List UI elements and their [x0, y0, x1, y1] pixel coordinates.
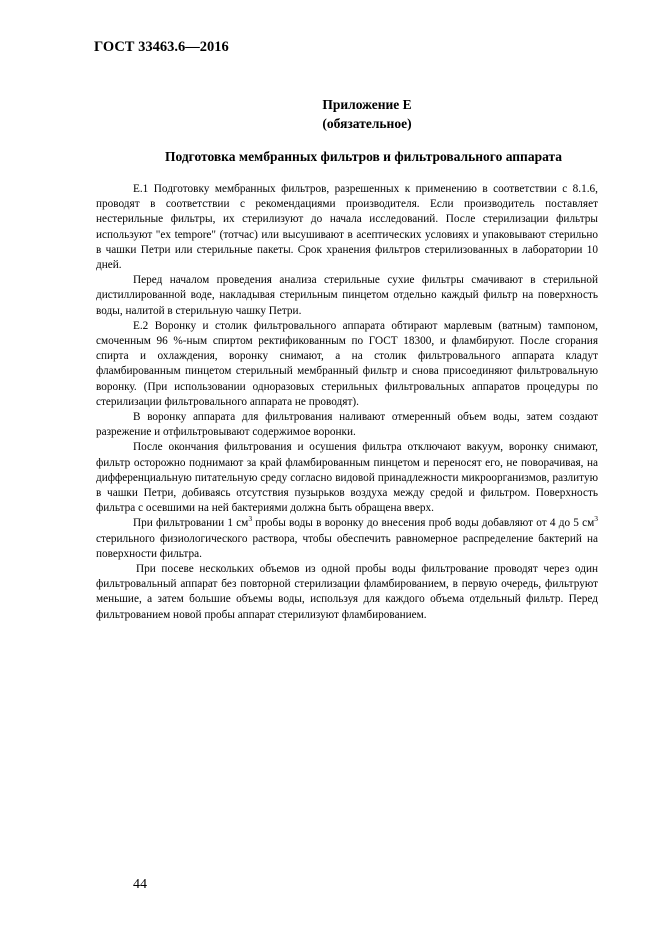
appendix-title: Приложение Е: [322, 97, 412, 112]
paragraph-wetting: Перед началом проведения анализа стерильные сухие фильтры смачивают в стерильной дистиллированной воде, накладывая стерильным пинцетом отдельно каждый фильтр на поверхность воды, налитой в стерильную чашку Петри.: [96, 274, 598, 317]
appendix-status: (обязательное): [322, 116, 412, 131]
paragraph-transfer: После окончания фильтрования и осушения фильтра отключают вакуум, воронку снимают, фильтр осторожно поднимают за край фламбированным пинцетом и переносят его, не поворачивая, на дифференциальную питательную среду согласно видовой принадлежности микроорганизмов, разлитую в чашки Петри, добиваясь отсутствия пузырьков воздуха между средой и фильтром. Поверхность фильтра с осевшими на ней бактериями должна быть обращена вверх.: [96, 441, 598, 515]
superscript-1: 3: [248, 514, 253, 524]
volume-text-2: пробы воды в воронку до внесения проб воды добавляют от 4 до 5 см: [252, 517, 595, 530]
paragraph-volume: [96, 516, 598, 562]
paragraph-multiple-volumes: При посеве нескольких объемов из одной пробы воды фильтрование проводят через один фильтровальный аппарат без повторной стерилизации фламбированием, в первую очередь, фильтруют меньшие, а затем большие объемы воды, используя для каждого объема отдельный фильтр. Перед фильтрованием новой пробы аппарат стерилизуют фламбированием.: [96, 563, 598, 621]
paragraph-e1: Е.1 Подготовку мембранных фильтров, разрешенных к применению в соответствии с 8.1.6, проводят в соответствии с рекомендациями производителя. Если производитель поставляет нестерильные фильтры, их стерилизуют до начала исследований. После стерилизации фильтры используют "ex tempore" (тотчас) или высушивают в асептических условиях и упаковывают стерильно в чашки Петри или стерильные пакеты. Срок хранения фильтров стерилизованных в лаборатории 10 дней.: [96, 183, 598, 272]
paragraph-filling: В воронку аппарата для фильтрования наливают отмеренный объем воды, затем создают разрежение и отфильтровывают содержимое воронки.: [96, 411, 598, 439]
superscript-2: 3: [594, 514, 598, 524]
volume-text-3: стерильного физиологического раствора, чтобы обеспечить равномерное распределение бактерий на поверхности фильтра.: [96, 532, 598, 560]
paragraph-e2: Е.2 Воронку и столик фильтровального аппарата обтирают марлевым (ватным) тампоном, смоченным 96 %-ным спиртом ректификованным по ГОСТ 18300, и фламбируют. После сгорания спирта и охлаждения, воронку снимают, а на столик фильтровального аппарата кладут фламбированным пинцетом стерильный мембранный фильтр и снова присоединяют фильтровальную воронку. (При использовании одноразовых стерильных фильтровальных аппаратов процедуры по стерилизации фильтровального аппарата не проводят).: [96, 319, 598, 408]
standard-header: ГОСТ 33463.6—2016: [94, 39, 229, 55]
body-text: [96, 182, 598, 623]
page-number: 44: [133, 877, 147, 892]
volume-text-1: При фильтровании 1 см: [133, 517, 249, 530]
section-title: Подготовка мембранных фильтров и фильтровального аппарата: [164, 149, 563, 164]
